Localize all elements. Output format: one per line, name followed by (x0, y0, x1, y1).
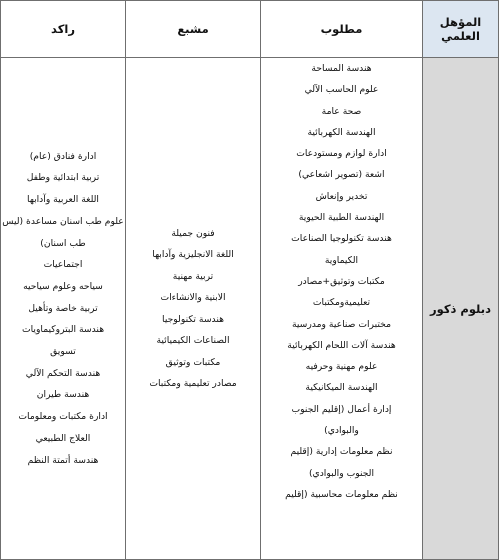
header-stagnant: راكد (1, 1, 126, 58)
header-saturated: مشبع (126, 1, 261, 58)
required-item: تخدير وإنعاش (315, 190, 368, 202)
stagnant-item: علوم طب اسنان مساعدة (ليس (2, 215, 124, 227)
required-item: مختبرات صناعية ومدرسية (291, 318, 392, 330)
stagnant-item: هندسة أتمتة النظم (27, 454, 99, 466)
stagnant-item: ادارة فنادق (عام) (29, 150, 97, 162)
stagnant-list (1, 146, 125, 472)
required-item: نظم معلومات محاسبية (إقليم (285, 488, 398, 500)
required-item: تعليميةومكتبات (312, 297, 371, 309)
stagnant-item: تربية خاصة وتأهيل (28, 302, 98, 314)
saturated-item: مكتبات وتوثيق (165, 356, 221, 368)
saturated-item: تربية مهنية (172, 270, 214, 282)
saturated-item: الصناعات الكيميائية (156, 335, 230, 346)
stagnant-item: تربية ابتدائية وطفل (26, 172, 100, 184)
stagnant-item: طب اسنان) (40, 237, 86, 249)
header-qualification: المؤهل العلمي (423, 1, 499, 58)
header-row (1, 1, 499, 58)
saturated-item: مصادر تعليمية ومكتبات (149, 378, 237, 389)
stagnant-item: تسويق (50, 346, 76, 358)
required-item: إدارة أعمال (إقليم الجنوب (291, 403, 392, 415)
required-item: الكيماوية (324, 254, 359, 266)
saturated-item: فنون جميلة (171, 227, 215, 239)
required-list (261, 58, 422, 505)
required-item: الهندسة الطبية الحيوية (298, 212, 385, 224)
required-item: علوم الحاسب الآلي (304, 84, 379, 96)
header-required: مطلوب (261, 1, 423, 58)
required-item: الهندسة الميكانيكية (305, 382, 378, 394)
stagnant-item: اللغة العربية وآدابها (27, 194, 99, 206)
stagnant-item: هندسة التحكم الآلي (25, 367, 101, 379)
stagnant-item: اجتماعيات (43, 259, 83, 271)
required-item: مكتبات وتوثيق+مصادر (298, 275, 385, 287)
saturated-list (126, 223, 260, 395)
saturated-item: الابنية والانشاءات (160, 292, 226, 303)
saturated-item: هندسة تكنولوجيا (162, 313, 224, 325)
required-item: الهندسة الكهربائية (307, 126, 376, 138)
stagnant-item: هندسة البتروكيماويات (21, 324, 105, 336)
required-item: والبوادي) (324, 425, 359, 437)
stagnant-item: ادارة مكتبات ومعلومات (18, 411, 108, 423)
required-item: صحة عامة (321, 105, 362, 117)
required-item: علوم مهنية وحرفيه (305, 361, 378, 373)
qualification-cell: دبلوم ذكور (423, 58, 499, 560)
stagnant-cell (1, 58, 126, 560)
saturated-cell (126, 58, 261, 560)
stagnant-item: هندسة طيران (36, 389, 90, 401)
required-item: هندسة المساحة (311, 63, 372, 74)
saturated-item: اللغة الانجليزية وآدابها (152, 249, 234, 260)
stagnant-item: سياحه وعلوم سياحيه (23, 280, 103, 292)
required-item: هندسة تكنولوجيا الصناعات (291, 233, 392, 245)
required-cell (261, 58, 423, 560)
table-row (1, 58, 499, 560)
required-item: نظم معلومات إدارية (إقليم (290, 446, 393, 458)
required-item: اشعة (تصوير اشعاعي) (298, 169, 385, 181)
required-item: هندسة آلات اللحام الكهربائية (287, 339, 396, 351)
stagnant-item: العلاج الطبيعي (35, 432, 91, 444)
required-item: ادارة لوازم ومستودعات (296, 148, 387, 160)
required-item: الجنوب والبوادي) (308, 467, 375, 479)
